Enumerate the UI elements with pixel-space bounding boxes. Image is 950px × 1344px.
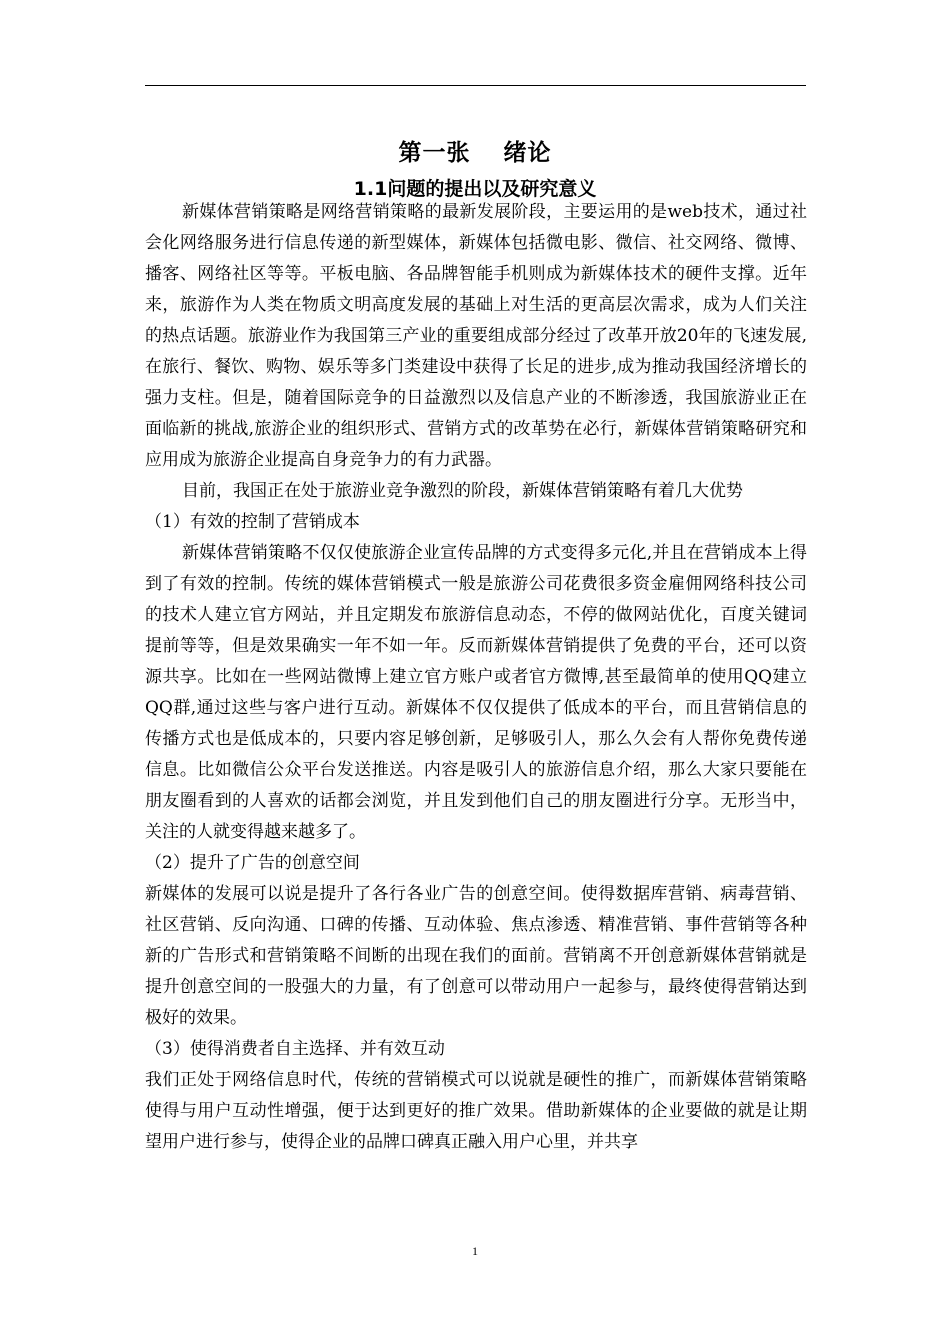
paragraph-cost: 新媒体营销策略不仅仅使旅游企业宣传品牌的方式变得多元化,并且在营销成本上得到了有效的控制。传统的媒体营销模式一般是旅游公司花费很多资金雇佣网络科技公司的技术人建立官方网站，并且定期发布旅游信息动态，不停的做网站优化，百度关键词提前等等，但是效果确实一年不如一年。反而新媒体营销提供了免费的平台，还可以资源共享。比如在一些网站微博上建立官方账户或者官方微博,甚至最简单的使用QQ建立QQ群,通过这些与客户进行互动。新媒体不仅仅提供了低成本的平台，而且营销信息的传播方式也是低成本的，只要内容足够创新，足够吸引人，那么久会有人帮你免费传递信息。比如微信公众平台发送推送。内容是吸引人的旅游信息介绍，那么大家只要能在朋友圈看到的人喜欢的话都会浏览，并且发到他们自己的朋友圈进行分享。无形当中，关注的人就变得越来越多了。 <box>145 543 807 842</box>
paragraph-intro: 新媒体营销策略是网络营销策略的最新发展阶段，主要运用的是web技术，通过社会化网络服务进行信息传递的新型媒体，新媒体包括微电影、微信、社交网络、微博、播客、网络社区等等。平板电脑、各品牌智能手机则成为新媒体技术的硬件支撑。近年来，旅游作为人类在物质文明高度发展的基础上对生活的更高层次需求，成为人们关注的热点话题。旅游业作为我国第三产业的重要组成部分经过了改革开放20年的飞速发展,在旅行、餐饮、购物、娱乐等多门类建设中获得了长足的进步,成为推动我国经济增长的强力支柱。但是，随着国际竞争的日益激烈以及信息产业的不断渗透，我国旅游业正在面临新的挑战,旅游企业的组织形式、营销方式的改革势在必行，新媒体营销策略研究和应用成为旅游企业提高自身竞争力的有力武器。 <box>145 202 807 470</box>
header-rule <box>145 85 806 86</box>
subheading-creative: （2）提升了广告的创意空间 <box>145 853 360 873</box>
paragraph-interaction: 我们正处于网络信息时代，传统的营销模式可以说就是硬性的推广，而新媒体营销策略使得与用户互动性增强，便于达到更好的推广效果。借助新媒体的企业要做的就是让期望用户进行参与，使得企业的品牌口碑真正融入用户心里，并共享 <box>145 1070 807 1152</box>
paragraph-advantages: 目前，我国正在处于旅游业竞争激烈的阶段，新媒体营销策略有着几大优势 <box>182 481 743 501</box>
page-number: 1 <box>472 1244 478 1258</box>
document-body <box>145 197 807 1158</box>
paragraph-creative: 新媒体的发展可以说是提升了各行各业广告的创意空间。使得数据库营销、病毒营销、社区营销、反向沟通、口碑的传播、互动体验、焦点渗透、精准营销、事件营销等各种新的广告形式和营销策略不间断的出现在我们的面前。营销离不开创意新媒体营销就是提升创意空间的一股强大的力量，有了创意可以带动用户一起参与，最终使得营销达到极好的效果。 <box>145 884 807 1028</box>
chapter-title: 第一张 绪论 <box>398 140 552 166</box>
subheading-interaction: （3）使得消费者自主选择、并有效互动 <box>145 1039 445 1059</box>
section-title: 1.1问题的提出以及研究意义 <box>353 178 597 200</box>
subheading-cost: （1）有效的控制了营销成本 <box>145 512 360 532</box>
